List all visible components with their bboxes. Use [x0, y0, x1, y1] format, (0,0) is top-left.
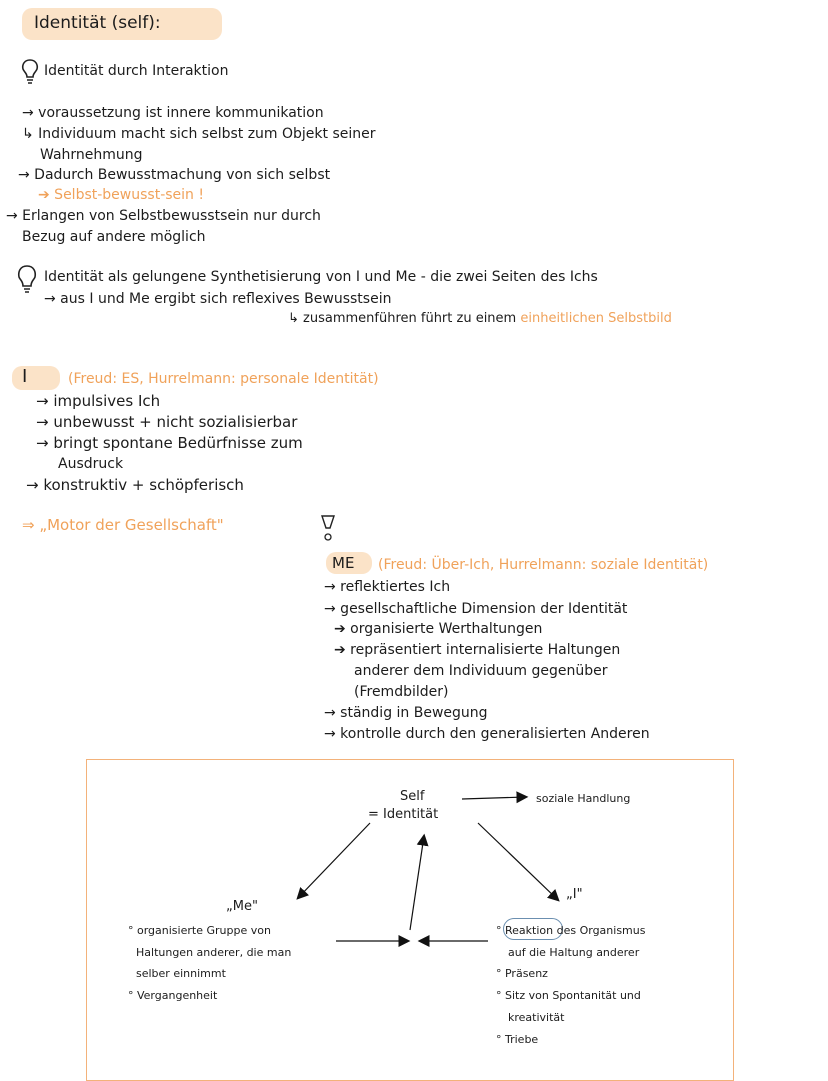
me-node-item: Haltungen anderer, die man [136, 946, 292, 959]
me-line: (Fremdbilder) [354, 684, 449, 700]
me-node-item: ° Vergangenheit [128, 989, 218, 1002]
i-subtitle: (Freud: ES, Hurrelmann: personale Identität) [68, 371, 379, 387]
i-node-item: auf die Haltung anderer [508, 946, 640, 959]
me-label: ME [332, 554, 355, 572]
section1-line: → Dadurch Bewusstmachung von sich selbst [18, 167, 331, 183]
i-node-item: ° Präsenz [496, 967, 548, 980]
i-node-item [496, 922, 645, 940]
i-line: → konstruktiv + schöpferisch [26, 476, 244, 494]
action-label: soziale Handlung [536, 792, 631, 805]
i-line: → impulsives Ich [36, 392, 161, 410]
me-node-item: selber einnimmt [136, 967, 226, 980]
arrow-center-to-self [410, 836, 424, 930]
section1-line: → Erlangen von Selbstbewusstsein nur durch [6, 208, 321, 224]
self-label: Self [400, 789, 425, 804]
i-node-item: kreativität [508, 1011, 565, 1024]
i-node-bullet: ° [496, 924, 502, 937]
section1-line: Bezug auf andere möglich [22, 229, 206, 245]
me-line: ➔ organisierte Werthaltungen [334, 621, 543, 637]
arrow-self-to-i [478, 823, 558, 900]
me-node-label: „Me" [226, 899, 258, 914]
section1-line: Wahrnehmung [40, 147, 143, 163]
i-line: → unbewusst + nicht sozialisierbar [36, 413, 298, 431]
i-node-label: „I" [566, 887, 583, 902]
section1-heading: Identität durch Interaktion [44, 63, 229, 79]
arrow-self-to-action [462, 797, 526, 799]
section1-line: ↳ Individuum macht sich selbst zum Objekt seiner [22, 126, 376, 142]
section2-line: → aus I und Me ergibt sich reflexives Bewusstsein [44, 291, 392, 307]
me-line: → ständig in Bewegung [324, 705, 488, 721]
i-node-item: ° Triebe [496, 1033, 539, 1046]
self-equals-label: = Identität [368, 807, 439, 822]
i-label: I [22, 366, 28, 387]
i-node-reaction: Reaktion [505, 924, 554, 937]
section2-line-prefix: ↳ zusammenführen führt zu einem [288, 311, 517, 326]
section1-line-highlight: ➔ Selbst-bewusst-sein ! [38, 187, 204, 203]
me-line: anderer dem Individuum gegenüber [354, 663, 608, 679]
page-title: Identität (self): [34, 13, 161, 33]
me-node-item: ° organisierte Gruppe von [128, 924, 271, 937]
me-line: → kontrolle durch den generalisierten Anderen [324, 726, 650, 742]
me-line: ➔ repräsentiert internalisierte Haltungen [334, 642, 621, 658]
i-line: Ausdruck [58, 456, 124, 472]
section1-line: → voraussetzung ist innere kommunikation [22, 105, 324, 121]
motor-line: ⇒ „Motor der Gesellschaft" [22, 516, 224, 534]
me-line: → gesellschaftliche Dimension der Identität [324, 601, 628, 617]
section2-line-highlight: einheitlichen Selbstbild [520, 311, 672, 326]
arrow-self-to-me [298, 823, 370, 898]
me-line: → reflektiertes Ich [324, 579, 451, 595]
section2-heading: Identität als gelungene Synthetisierung von I und Me - die zwei Seiten des Ichs [44, 269, 598, 285]
i-node-reaction-rest: des Organismus [556, 924, 646, 937]
i-node-item: ° Sitz von Spontanität und [496, 989, 641, 1002]
i-line: → bringt spontane Bedürfnisse zum [36, 434, 303, 452]
me-subtitle: (Freud: Über-Ich, Hurrelmann: soziale Identität) [378, 557, 709, 573]
